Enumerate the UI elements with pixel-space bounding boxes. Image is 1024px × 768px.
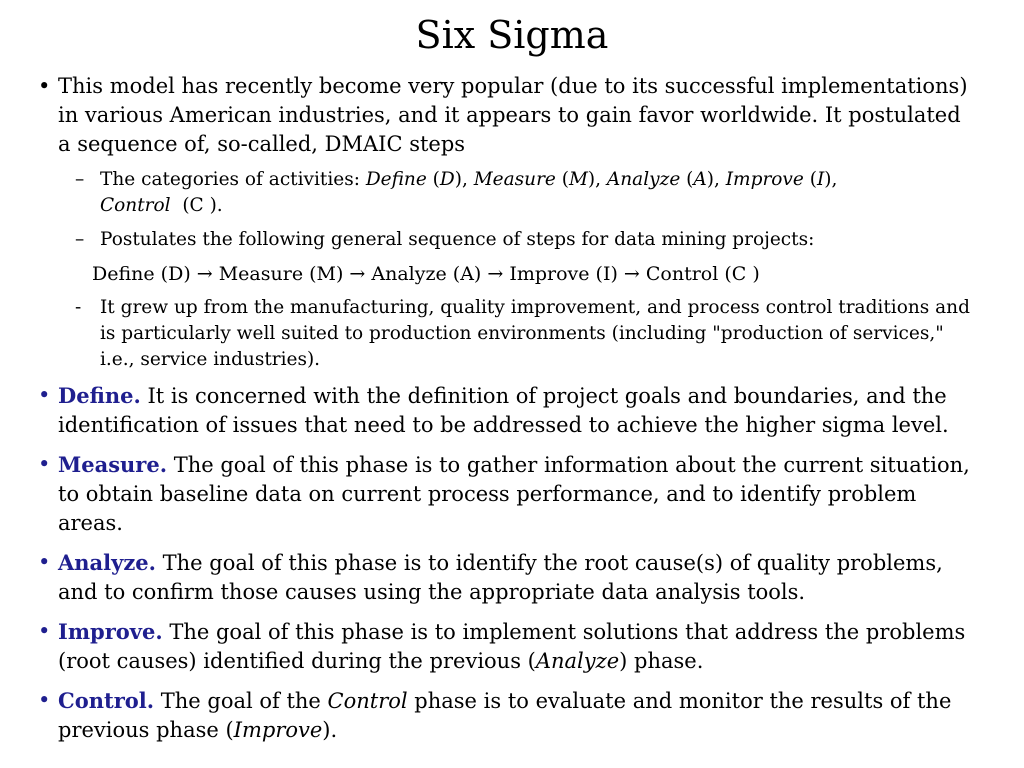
bullet-dot-icon: • (38, 74, 51, 98)
slide-title: Six Sigma (415, 13, 609, 57)
dash-marker-icon: – (75, 169, 85, 190)
phase-label-analyze: Analyze. (58, 550, 156, 575)
phase-measure: • Measure. The goal of this phase is to gather information about the current situation, to obtain baseline data on current process performance, and to identify problem areas. (38, 452, 970, 535)
bullet-dot-icon: • (38, 452, 51, 476)
category-control: Control (100, 195, 171, 216)
phase-improve: • Improve. The goal of this phase is to implement solutions that address the problems (root causes) identified during the previous (Analyze) phase. (38, 619, 966, 673)
dash-marker-icon: – (75, 229, 85, 250)
category-improve: Improve (725, 169, 804, 190)
phase-label-control: Control. (58, 688, 155, 713)
phase-control: • Control. The goal of the Control phase is to evaluate and monitor the results of the previous phase (Improve). (38, 688, 952, 742)
sub-bullet-sequence-intro: – Postulates the following general sequence of steps for data mining projects: (0, 227, 1024, 253)
bullet-dot-icon: • (38, 550, 51, 574)
hyphen-marker-icon: - (75, 297, 82, 318)
bullet-dot-icon: • (38, 619, 51, 643)
dmaic-sequence: Define (D) → Measure (M) → Analyze (A) → Improve (I) → Control (C ) (92, 263, 760, 285)
category-measure: Measure (473, 169, 556, 190)
phase-define: • Define. It is concerned with the definition of project goals and boundaries, and the identification of issues that need to be addressed to achieve the higher sigma level. (38, 383, 949, 437)
phase-analyze: • Analyze. The goal of this phase is to identify the root cause(s) of quality problems, and to confirm those causes using the appropriate data analysis tools. (38, 550, 943, 604)
category-define: Define (365, 169, 427, 190)
bullet-dot-icon: • (38, 383, 51, 407)
intro-text: This model has recently become very popular (due to its successful implementations) in various American industries, and it appears to gain favor worldwide. It postulated a sequence of, so-called, DMAIC steps (58, 74, 968, 156)
slide-content (0, 72, 1024, 745)
bullet-dot-icon: • (38, 688, 51, 712)
category-analyze: Analyze (606, 169, 681, 190)
sub-bullet-origins: - It grew up from the manufacturing, quality improvement, and process control traditions and is particularly well suited to production environments (including "production of services," i.e., service industries). (75, 297, 970, 370)
phase-label-define: Define. (58, 383, 141, 408)
phase-label-measure: Measure. (58, 452, 168, 477)
sub-bullet-categories: – The categories of activities: Define (D), Measure (M), Analyze (A), Improve (I), Control (C ). (75, 169, 838, 216)
phase-label-improve: Improve. (58, 619, 163, 644)
intro-bullet (0, 72, 1024, 159)
